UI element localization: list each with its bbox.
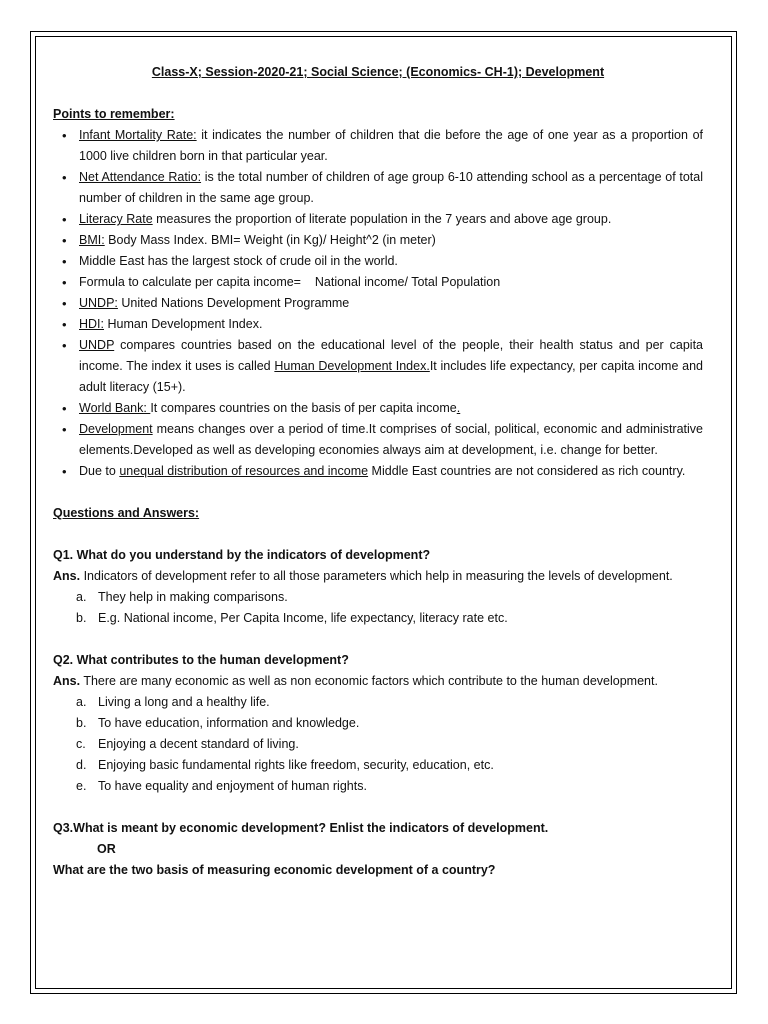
question-3-alt: What are the two basis of measuring economic development of a country? xyxy=(53,863,496,877)
point-item: • Development means changes over a period of time.It comprises of social, political, economic and administrative elements.Developed as well as developing economies always aim at development, i.e. change for better. xyxy=(79,419,703,461)
document-body xyxy=(53,62,703,881)
list-item: a. Living a long and a healthy life. xyxy=(76,695,270,709)
point-item: • UNDP: United Nations Development Programme xyxy=(79,293,703,314)
list-item: b. To have education, information and knowledge. xyxy=(76,716,360,730)
point-item: • Due to unequal distribution of resources and income Middle East countries are not considered as rich country. xyxy=(79,461,703,482)
point-item: • Literacy Rate measures the proportion of literate population in the 7 years and above age group. xyxy=(79,209,703,230)
points-list xyxy=(53,125,703,482)
point-item: • HDI: Human Development Index. xyxy=(79,314,703,335)
answer-1: Ans. Indicators of development refer to all those parameters which help in measuring the levels of development. xyxy=(53,569,673,583)
answer-2-list xyxy=(53,692,703,797)
qa-heading: Questions and Answers: xyxy=(53,506,200,520)
points-heading: Points to remember: xyxy=(53,107,175,121)
list-item: a. They help in making comparisons. xyxy=(76,590,288,604)
answer-1-list xyxy=(53,587,703,629)
point-item: • UNDP compares countries based on the educational level of the people, their health status and per capita income. The index it uses is called Human Development Index.It includes life expectancy, per capita income and adult literacy (15+). xyxy=(79,335,703,398)
question-2: Q2. What contributes to the human development? xyxy=(53,653,349,667)
document-title: Class-X; Session-2020-21; Social Science; (Economics- CH-1); Development xyxy=(151,65,605,79)
list-item: b. E.g. National income, Per Capita Income, life expectancy, literacy rate etc. xyxy=(76,611,508,625)
point-item: • Formula to calculate per capita income= National income/ Total Population xyxy=(79,272,703,293)
question-1: Q1. What do you understand by the indicators of development? xyxy=(53,548,431,562)
question-3: Q3.What is meant by economic development? Enlist the indicators of development. xyxy=(53,821,549,835)
list-item: e. To have equality and enjoyment of human rights. xyxy=(76,779,367,793)
or-separator: OR xyxy=(97,842,116,856)
point-item: • World Bank: It compares countries on the basis of per capita income. xyxy=(79,398,703,419)
point-item: • Middle East has the largest stock of crude oil in the world. xyxy=(79,251,703,272)
list-item: d. Enjoying basic fundamental rights like freedom, security, education, etc. xyxy=(76,758,494,772)
point-item: • Infant Mortality Rate: it indicates the number of children that die before the age of one year as a proportion of 1000 live children born in that particular year. xyxy=(79,125,703,167)
point-item: • Net Attendance Ratio: is the total number of children of age group 6-10 attending school as a percentage of total number of children in the same age group. xyxy=(79,167,703,209)
list-item: c. Enjoying a decent standard of living. xyxy=(76,737,299,751)
answer-2: Ans. There are many economic as well as non economic factors which contribute to the human development. xyxy=(53,674,658,688)
point-item: • BMI: Body Mass Index. BMI= Weight (in Kg)/ Height^2 (in meter) xyxy=(79,230,703,251)
